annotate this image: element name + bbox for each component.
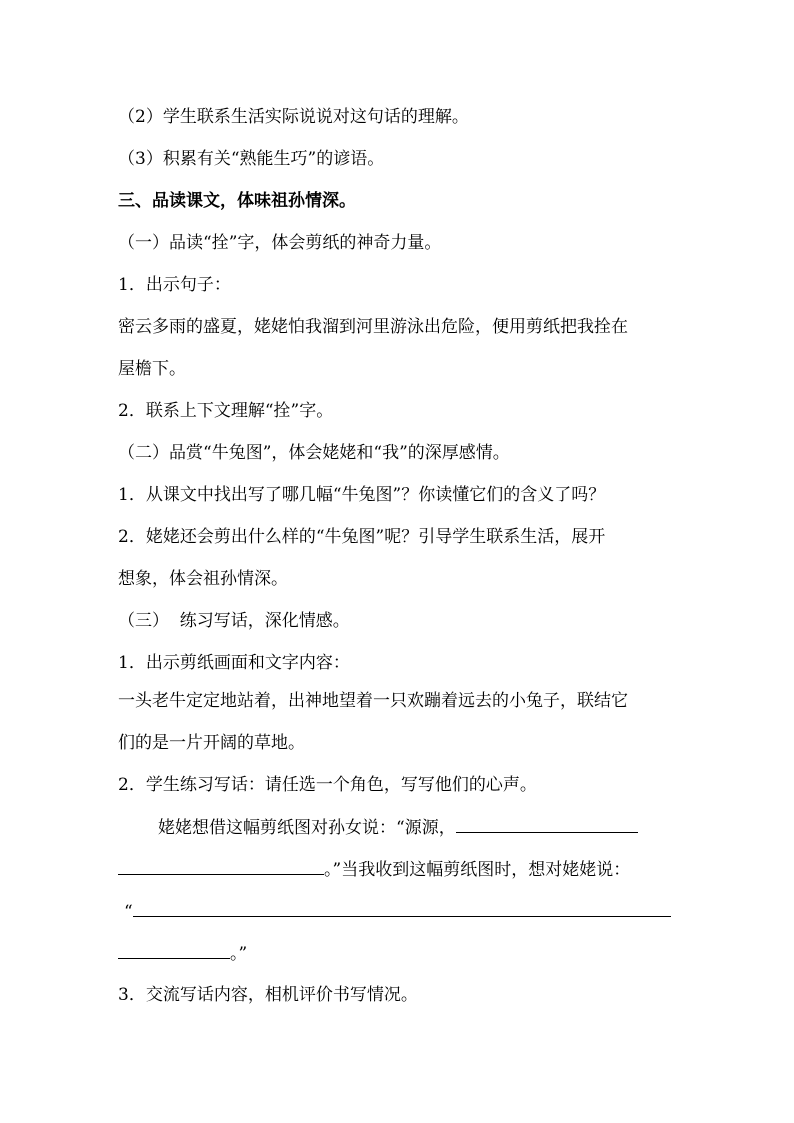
subsection-heading: （一）品读“拴”字，体会剪纸的神奇力量。 [118,233,442,253]
fill-in-line-4 [118,941,247,966]
subsection-heading: （二）品赏“牛兔图”，体会姥姥和“我”的深厚感情。 [118,443,510,463]
section-heading: 三、品读课文，体味祖孙情深。 [118,191,356,211]
list-item: 3．交流写话内容，相机评价书写情况。 [118,985,418,1005]
line-text: 密云多雨的盛夏，姥姥怕我溜到河里游泳出危险，便用剪纸把我拴在 [118,317,628,337]
list-item: 2．联系上下文理解“拴”字。 [118,401,334,421]
list-item-continuation: 想象，体会祖孙情深。 [118,569,288,589]
quoted-sentence-line: 屋檐下。 [118,359,186,379]
fill-in-prompt: 。”当我收到这幅剪纸图时，想对姥姥说： [324,860,631,880]
quoted-sentence-line [118,315,674,339]
fill-in-line-3 [124,899,671,924]
list-item: 2．姥姥还会剪出什么样的“牛兔图”呢？引导学生联系生活，展开 [118,527,606,547]
paragraph-line: （2）学生联系生活实际说说对这句话的理解。 [118,107,469,127]
open-quote: “ [124,902,133,922]
fill-in-prompt: 姥姥想借这幅剪纸图对孙女说：“源源， [158,818,456,838]
answer-blank[interactable] [118,941,230,959]
paragraph-line: 一头老牛定定地站着，出神地望着一只欢蹦着远去的小兔子，联结它 [118,691,628,711]
list-item: 1．从课文中找出写了哪几幅“牛兔图”？你读懂它们的含义了吗？ [118,485,606,505]
fill-in-line-1 [158,815,638,840]
list-item: 1．出示句子： [118,275,231,295]
paragraph-line: 们的是一片开阔的草地。 [118,733,305,753]
answer-blank[interactable] [133,899,671,917]
list-item: 1．出示剪纸画面和文字内容： [118,653,350,673]
subsection-heading: （三） 练习写话，深化情感。 [118,611,350,631]
paragraph-line: （3）积累有关“熟能生巧”的谚语。 [118,149,385,169]
answer-blank[interactable] [456,815,638,833]
fill-in-line-2 [118,857,630,882]
close-quote: 。” [230,944,248,964]
list-item: 2．学生练习写话：请任选一个角色，写写他们的心声。 [118,775,537,795]
answer-blank[interactable] [118,857,324,875]
